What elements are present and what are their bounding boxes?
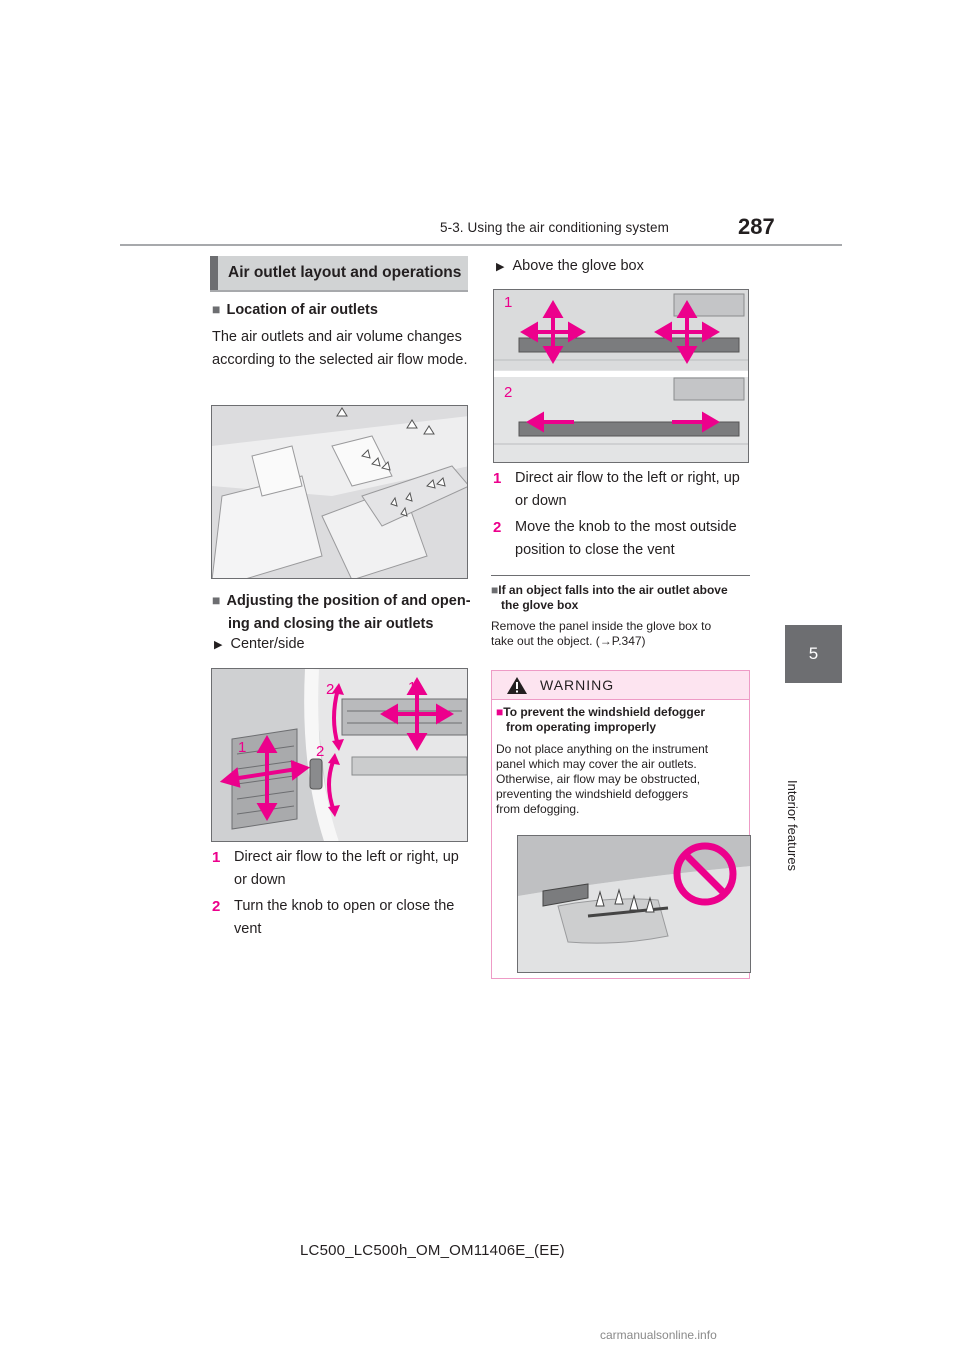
section-heading-text: Air outlet layout and operations <box>228 264 462 281</box>
center-side-vents-illustration <box>212 669 468 842</box>
square-bullet-icon: ■ <box>212 301 221 317</box>
cabin-outlets-illustration <box>212 406 468 579</box>
cabin-outlets-figure <box>211 405 468 579</box>
location-text: The air outlets and air volume changes according to the selected air flow mode. <box>212 329 468 368</box>
square-bullet-icon: ■ <box>212 592 221 608</box>
figure-callout: 1 <box>504 294 513 311</box>
warning-text: Do not place anything on the instrument panel which may cover the air outlets. Otherwise, air flow may be obstructed, preventing the windshield defoggers from defogging. <box>496 742 709 816</box>
note <box>491 583 753 649</box>
figure-callout: 1 <box>238 739 247 756</box>
prohibited-icon <box>672 841 738 907</box>
step-item: 1 Direct air flow to the left or right, up or down <box>493 470 740 509</box>
page-number: 287 <box>738 214 775 239</box>
warning-heading: ■To prevent the windshield defogger from operating improperly <box>496 705 706 734</box>
triangle-bullet-icon: ▶ <box>496 261 505 273</box>
glove-box-vents-illustration <box>494 290 749 463</box>
center-side-vents-figure <box>211 668 468 842</box>
warning-title: WARNING <box>540 677 615 693</box>
chapter-number: 5 <box>808 644 819 663</box>
section-heading-rule <box>210 290 468 292</box>
adjusting-heading: ■ Adjusting the position of and open- ing and closing the air outlets <box>212 592 471 632</box>
step-item: 2 Move the knob to the most outside position to close the vent <box>493 519 737 558</box>
glove-box-vents-figure <box>493 289 749 463</box>
warning-content <box>496 705 746 817</box>
watermark-text: carmanualsonline.info <box>600 1328 717 1342</box>
warning-header <box>492 671 749 700</box>
center-side-label: ▶ Center/side <box>214 636 305 652</box>
section-heading <box>210 256 468 290</box>
windshield-defogger-figure <box>517 835 751 973</box>
chapter-label: Interior features <box>785 780 800 872</box>
square-bullet-icon: ■ <box>491 583 499 597</box>
step-item: 2 Turn the knob to open or close the vent <box>212 898 455 937</box>
glove-box-steps <box>493 467 753 562</box>
note-text: Remove the panel inside the glove box to take out the object. (→P.347) <box>491 619 712 648</box>
step-item: 1 Direct air flow to the left or right, up or down <box>212 849 459 888</box>
square-bullet-icon: ■ <box>496 705 504 719</box>
glove-box-label: ▶ Above the glove box <box>496 258 644 274</box>
center-side-steps <box>212 846 468 941</box>
figure-callout: 2 <box>316 743 325 760</box>
note-heading: ■If an object falls into the air outlet above the glove box <box>491 583 728 612</box>
running-header-section: 5-3. Using the air conditioning system <box>440 220 669 235</box>
warning-triangle-icon <box>506 676 528 695</box>
figure-callout: 1 <box>408 679 417 696</box>
location-heading: ■ Location of air outlets <box>212 301 378 318</box>
note-rule <box>491 575 750 576</box>
chapter-tab <box>785 625 842 683</box>
figure-callout: 2 <box>504 384 513 401</box>
document-code: LC500_LC500h_OM_OM11406E_(EE) <box>300 1242 565 1259</box>
figure-callout: 2 <box>326 681 335 698</box>
header-rule <box>120 244 842 246</box>
triangle-bullet-icon: ▶ <box>214 639 223 651</box>
